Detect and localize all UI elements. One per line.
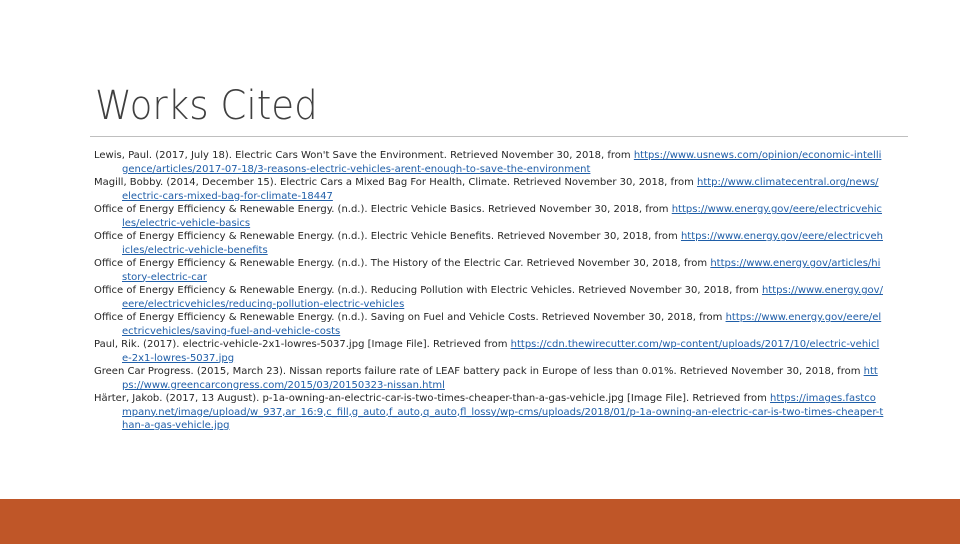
reference-link[interactable]: https://images.fastcompany.net/image/upload/w_937,ar_16:9,c_fill,g_auto,f_auto,q_auto,fl_lossy/wp-cms/uploads/2018/01/p-1a-owning-an-electric-car-is-two-times-cheaper-than-a-gas-vehicle.jpg [122, 393, 884, 431]
reference-link[interactable]: http://www.climatecentral.org/news/electric-cars-mixed-bag-for-climate-18447 [122, 177, 879, 202]
title-divider [90, 136, 908, 137]
reference-text: Magill, Bobby. (2014, December 15). Electric Cars a Mixed Bag For Health, Climate. Retrieved November 30, 2018, from [94, 177, 697, 188]
reference-item [94, 392, 884, 433]
reference-item [94, 230, 884, 257]
reference-item [94, 176, 884, 203]
reference-link[interactable]: https://cdn.thewirecutter.com/wp-content/uploads/2017/10/electric-vehicle-2x1-lowres-5037.jpg [122, 339, 880, 364]
reference-text: Office of Energy Efficiency & Renewable Energy. (n.d.). Reducing Pollution with Electric Vehicles. Retrieved November 30, 2018, from [94, 285, 762, 296]
reference-text: Green Car Progress. (2015, March 23). Nissan reports failure rate of LEAF battery pack in Europe of less than 0.01%. Retrieved November 30, 2018, from [94, 366, 864, 377]
reference-link[interactable]: https://www.energy.gov/eere/electricvehicles/reducing-pollution-electric-vehicles [122, 285, 883, 310]
reference-text: Office of Energy Efficiency & Renewable Energy. (n.d.). Electric Vehicle Benefits. Retrieved November 30, 2018, from [94, 231, 681, 242]
reference-item [94, 203, 884, 230]
reference-item [94, 284, 884, 311]
reference-link[interactable]: https://www.energy.gov/eere/electricvehicles/electric-vehicle-benefits [122, 231, 883, 256]
reference-text: Härter, Jakob. (2017, 13 August). p-1a-owning-an-electric-car-is-two-times-cheaper-than-a-gas-vehicle.jpg [Image File]. Retrieved from [94, 393, 771, 404]
reference-link[interactable]: https://www.greencarcongress.com/2015/03/20150323-nissan.html [122, 366, 878, 391]
reference-text: Lewis, Paul. (2017, July 18). Electric Cars Won't Save the Environment. Retrieved November 30, 2018, from [94, 150, 634, 161]
reference-item [94, 365, 884, 392]
slide-title: Works Cited [95, 83, 318, 129]
reference-text: Office of Energy Efficiency & Renewable Energy. (n.d.). Electric Vehicle Basics. Retrieved November 30, 2018, from [94, 204, 672, 215]
reference-link[interactable]: https://www.usnews.com/opinion/economic-intelligence/articles/2017-07-18/3-reasons-electric-vehicles-arent-enough-to-save-the-environment [122, 150, 882, 175]
reference-link[interactable]: https://www.energy.gov/eere/electricvehicles/saving-fuel-and-vehicle-costs [122, 312, 882, 337]
reference-text: Paul, Rik. (2017). electric-vehicle-2x1-lowres-5037.jpg [Image File]. Retrieved from [94, 339, 511, 350]
references-list [94, 149, 884, 433]
reference-item [94, 338, 884, 365]
reference-link[interactable]: https://www.energy.gov/eere/electricvehicles/electric-vehicle-basics [122, 204, 883, 229]
reference-item [94, 149, 884, 176]
reference-item [94, 311, 884, 338]
reference-text: Office of Energy Efficiency & Renewable Energy. (n.d.). Saving on Fuel and Vehicle Costs. Retrieved November 30, 2018, from [94, 312, 726, 323]
reference-link[interactable]: https://www.energy.gov/articles/history-electric-car [122, 258, 881, 283]
reference-item [94, 257, 884, 284]
footer-accent-bar [0, 495, 960, 544]
reference-text: Office of Energy Efficiency & Renewable Energy. (n.d.). The History of the Electric Car. Retrieved November 30, 2018, from [94, 258, 711, 269]
